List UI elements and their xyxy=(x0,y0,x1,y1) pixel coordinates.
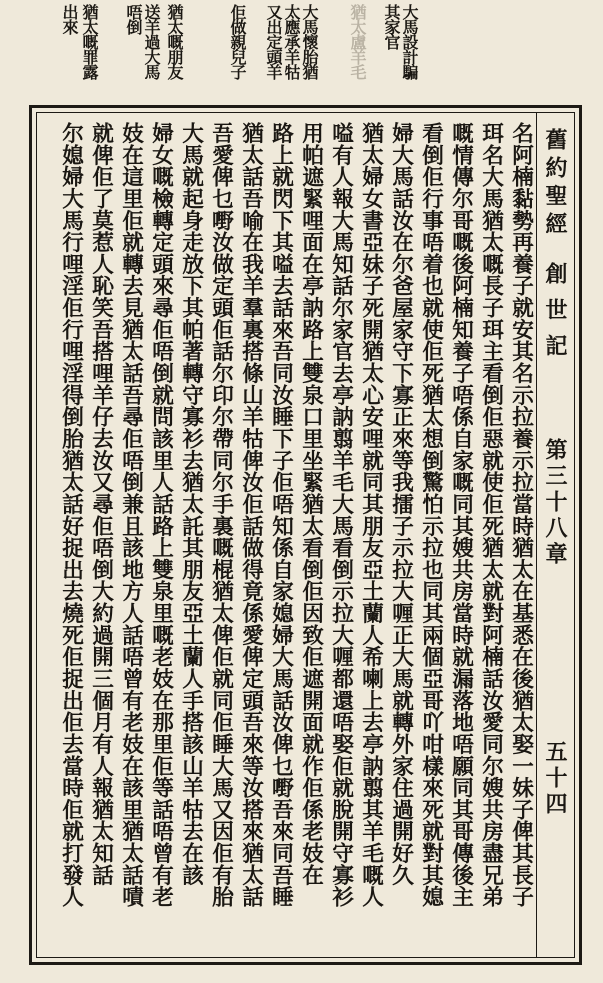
text-column: 大馬就起身走放下其帕著轉守寡衫去猶太託其朋友亞土蘭人手搭該山羊牯去在該 xyxy=(178,122,204,886)
headnote: 其家官 xyxy=(382,4,401,49)
headnote: 猶太嘅朋友 xyxy=(165,4,184,79)
headnote: 猶太嘅罪露 xyxy=(80,4,99,79)
section-title: 創世記 xyxy=(542,262,568,370)
text-column: 嘅情傳尔哥嘅後阿楠知養子唔係自家嘅同其嫂共房當時就漏落地唔願同其哥傳後主 xyxy=(448,122,474,908)
text-column: 用帕遮緊哩面在亭訥路上雙泉口里坐緊猶太看倒佢因致佢遮開面就作佢係老妓在 xyxy=(298,122,324,886)
page-number: 五十四 xyxy=(542,740,568,818)
text-column: 婦女嘅檢轉定頭來尋佢唔倒就問該里人話路上雙泉里嘅老妓在那里佢等話唔曾有老 xyxy=(148,122,174,908)
headnote: 送羊過大馬 xyxy=(142,4,161,79)
text-column: 珥名大馬猶太嘅長子珥主看倒佢惡就使佢死猶太就對阿楠話汝愛同尔嫂共房盡兄弟 xyxy=(478,122,504,908)
text-column: 路上就閃下其嗌去話來吾同汝睡下子佢唔知係自家媳婦大馬話汝俾乜嘢吾來同吾睡 xyxy=(268,122,294,908)
headnote: 猶太盧羊毛 xyxy=(348,4,367,79)
headnote: 佢做親兒子 xyxy=(228,4,247,79)
text-column: 婦大馬話汝在尔爸屋家守下寡正來等我擂子示拉大喱正大馬就轉外家住過開好久 xyxy=(388,122,414,886)
text-column: 名阿楠黏勢再養子就安其名示拉養示拉當時猶太在基悉在後猶太娶一妹子俾其長子 xyxy=(508,122,534,908)
text-column: 吾愛俾乜嘢汝做定頭佢話尔印尔帶同尔手裏嘅棍猶太俾佢就同佢睡大馬又因佢有胎 xyxy=(208,122,234,908)
headnote: 出來 xyxy=(60,4,79,34)
chapter-label: 第三十八章 xyxy=(542,438,568,568)
headnote: 唔倒 xyxy=(124,4,143,34)
headnote: 又出定頭羊 xyxy=(264,4,283,79)
header-divider xyxy=(536,112,537,958)
text-column: 看倒佢行事唔着也就使佢死猶太想倒驚怕示拉也同其兩個亞哥吖咁樣來死就對其媳 xyxy=(418,122,444,908)
text-column: 尔媳婦大馬行哩淫佢行哩淫得倒胎猶太話好捉出去燒死佢捉出佢去當時佢就打發人 xyxy=(58,122,84,908)
book-title: 舊約聖經 xyxy=(542,128,568,240)
headnote: 大馬設計騙 xyxy=(400,4,419,79)
text-column: 嗌有人報大馬知話尔家官去亭訥翦羊毛大馬看倒示拉大喱都還唔娶佢就脫開守寡衫 xyxy=(328,122,354,908)
headnote: 太應承羊牯 xyxy=(282,4,301,79)
text-column: 就俾佢了莫惹人恥笑吾搭哩羊仔去汝又尋佢唔倒大約過開三個月有人報猶太知話 xyxy=(88,122,114,886)
text-column: 妓在這里佢就轉去見猶太話吾尋佢唔倒兼且該地方人話唔曾有老妓在該里猶太話嘖 xyxy=(118,122,144,908)
text-column: 猶太婦女書亞妹子死開猶太心安哩就同其朋友亞土蘭人希喇上去亭訥翦其羊毛嘅人 xyxy=(358,122,384,908)
headnote: 大馬懷胎猶 xyxy=(300,4,319,79)
text-column: 猶太話吾喻在我羊羣裏搭條山羊牯俾汝佢話做得竟係愛俾定頭吾來等汝搭來猶太話 xyxy=(238,122,264,908)
